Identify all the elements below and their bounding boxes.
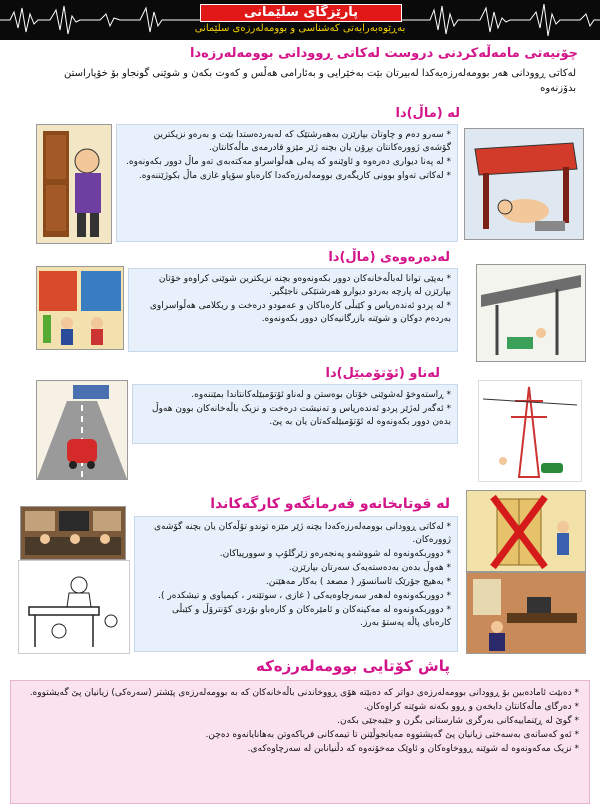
section-home-bullet: * لە پەنا دیواری دەرەوە و ئاوێنەو کە پەلی هەڵواسراو مەکتەبەی تەو ماڵ دوور بکەونەوە. <box>126 157 451 167</box>
section-car-title: لەناو (ئۆتۆمبێل)دا <box>325 366 440 381</box>
table-shelter-illustration <box>464 128 584 240</box>
car-road-illustration <box>36 380 128 480</box>
section-outdoor-title: لەدەرەوەی (ماڵ)دا <box>328 250 450 265</box>
section-home-textbox <box>116 124 458 242</box>
final-section-title: پاش کۆتایی بوومەلەرزەکە <box>255 657 450 675</box>
section-outdoor-bullet: * لە پردو ئەندەرپاس و کێبڵی کارەباکان و عەمودو درەخت و ریکلامی هەڵواسراوی بەردەم دوکان و شوێنە بازرگانیەکان دوور بکەونەوە. <box>149 301 451 324</box>
final-bullet: * گوێ لە ڕێنماییەکانی بەرگری شارستانی بگرن و جێبەجێی بکەن. <box>337 716 579 726</box>
section-home-bullet: * لەکاتی تەواو بوونی کاریگەری بوومەلەرزەکەدا کارەباو سۆپاو غازی ماڵ بکوژێننەوە. <box>138 171 451 181</box>
final-bullet: * ئەو کەسانەی بەسەختی زیانیان پێ گەیشتووە مەیانجوڵێنن تا تیمەکانی فریاکەوتن بەهانایانەوە دەچن. <box>205 730 579 740</box>
final-bullet: * دەبێت ئامادەبین بۆ ڕوودانی بوومەلەرزەی دواتر کە دەبێتە هۆی ڕووخاندنی باڵەخانەکان کە بە بوومەلەرزەی پێشتر (سەرەکی) زیانیان پێ گەیشتووە. <box>29 688 579 698</box>
section-outdoor-textbox <box>128 268 458 352</box>
office-desk-illustration <box>466 572 586 654</box>
final-section-textbox <box>10 680 590 804</box>
section-outdoor-bullet: * بەپێی توانا لەباڵەخانەکان دوور بکەونەوەو بچنە نزیکترین شوێنی کراوەو خۆتان بپارێزن لە پارچە بەردو دیوارو هەرشتێکی ناجێگیر. <box>158 274 451 297</box>
desk-cartoon-illustration <box>18 560 130 654</box>
elevator-warning-illustration <box>466 490 586 572</box>
bridge-collapse-illustration <box>476 264 586 362</box>
section-home-title: لە (ماڵ)دا <box>395 106 460 121</box>
section-workplace-bullet: * بەهیچ جۆرێک ئاسانسۆر ( مصعد ) بەکار مەهێنن. <box>265 577 451 587</box>
section-workplace-bullet: * لەکاتی ڕوودانی بوومەلەرزەکەدا بچنە ژێر مێزە توندو تۆڵەکان یان بچنە گۆشەی ژوورەکان. <box>153 522 451 545</box>
section-workplace-textbox <box>134 516 458 652</box>
final-bullet: * نزیک مەکەونەوە لە شوێنە ڕووخاوەکان و ئاوێک مەخۆنەوە کە دڵنیانابن لە سەرچاوەکەی. <box>247 744 579 754</box>
section-workplace-bullet: * دووربکەونەوە لەهەر سەرچاوەیەکی ( غازی ، سوتێنەر ، کیمیاوی و تیشکدەر ). <box>158 591 451 601</box>
header-subtitle: بەڕێوەبەرایەتی کەشناسی و بوومەلەرزەی سلێمانی <box>194 23 406 34</box>
section-workplace-bullet: * دووربکەونەوە لە مەکینەکان و ئامێرەکان و کارەباو بۆردی کۆنترۆڵ و کێبڵی کارەبای پاڵە پەستۆ بەرز. <box>171 605 451 628</box>
section-car-bullet: * ڕاستەوخۆ لەشوێنی خۆتان بوەستن و لەناو ئۆتۆمبێلەکانتاندا بمێننەوە. <box>191 390 451 400</box>
street-shops-illustration <box>36 266 124 350</box>
intro-title: چۆنیەتی مامەڵەکردنی دروست لەکاتی ڕوودانی بوومەلەرزەدا <box>189 46 578 61</box>
intro-text: لەکاتی ڕوودانی هەر بوومەلەرزەیەکدا لەبیرتان بێت بەخێرایی و بەئارامی هەڵس و کەوت بکەن و شوێنی گونجاو بۆ خۆپاراستن بدۆزنەوە <box>64 68 576 94</box>
section-car-textbox <box>132 384 458 444</box>
section-car-bullet: * ئەگەر لەژێر پردو ئەندەرپاس و تەنیشت درەخت و نزیک باڵەخانەکان بوون هەوڵ بدەن دوور بکەونەوە لە ئۆتۆمبێلەکەتان یان بە پێ. <box>152 404 451 427</box>
header-title: پارێزگای سلێمانی <box>200 4 402 22</box>
section-home-bullet: * سەرو دەم و چاوتان بپارێزن بەهەرشتێک کە لەبەردەستدا بێت و بەرەو نزیکترین گۆشەی ژوورەکانتان بڕۆن یان بچنە ژێر مێزو قادرمەی ماڵەکانتان. <box>153 130 451 153</box>
section-workplace-bullet: * دووربکەونەوە لە شووشەو پەنجەرەو زێرگلۆپ و سوورپیاکان. <box>219 549 451 559</box>
section-workplace-title: لە قوتابخانەو فەرمانگەو کارگەکاندا <box>210 496 450 512</box>
home-door-illustration <box>36 124 112 244</box>
classroom-illustration <box>20 506 126 560</box>
section-workplace-bullet: * هەوڵ بدەن بەدەستەیەک سەرتان بپارێزن. <box>288 563 451 573</box>
power-tower-illustration <box>478 380 582 482</box>
header-banner <box>0 0 600 40</box>
final-bullet: * دەرگای ماڵەکانتان دابخەن و ڕوو بکەنە شوێنە کراوەکان. <box>363 702 579 712</box>
